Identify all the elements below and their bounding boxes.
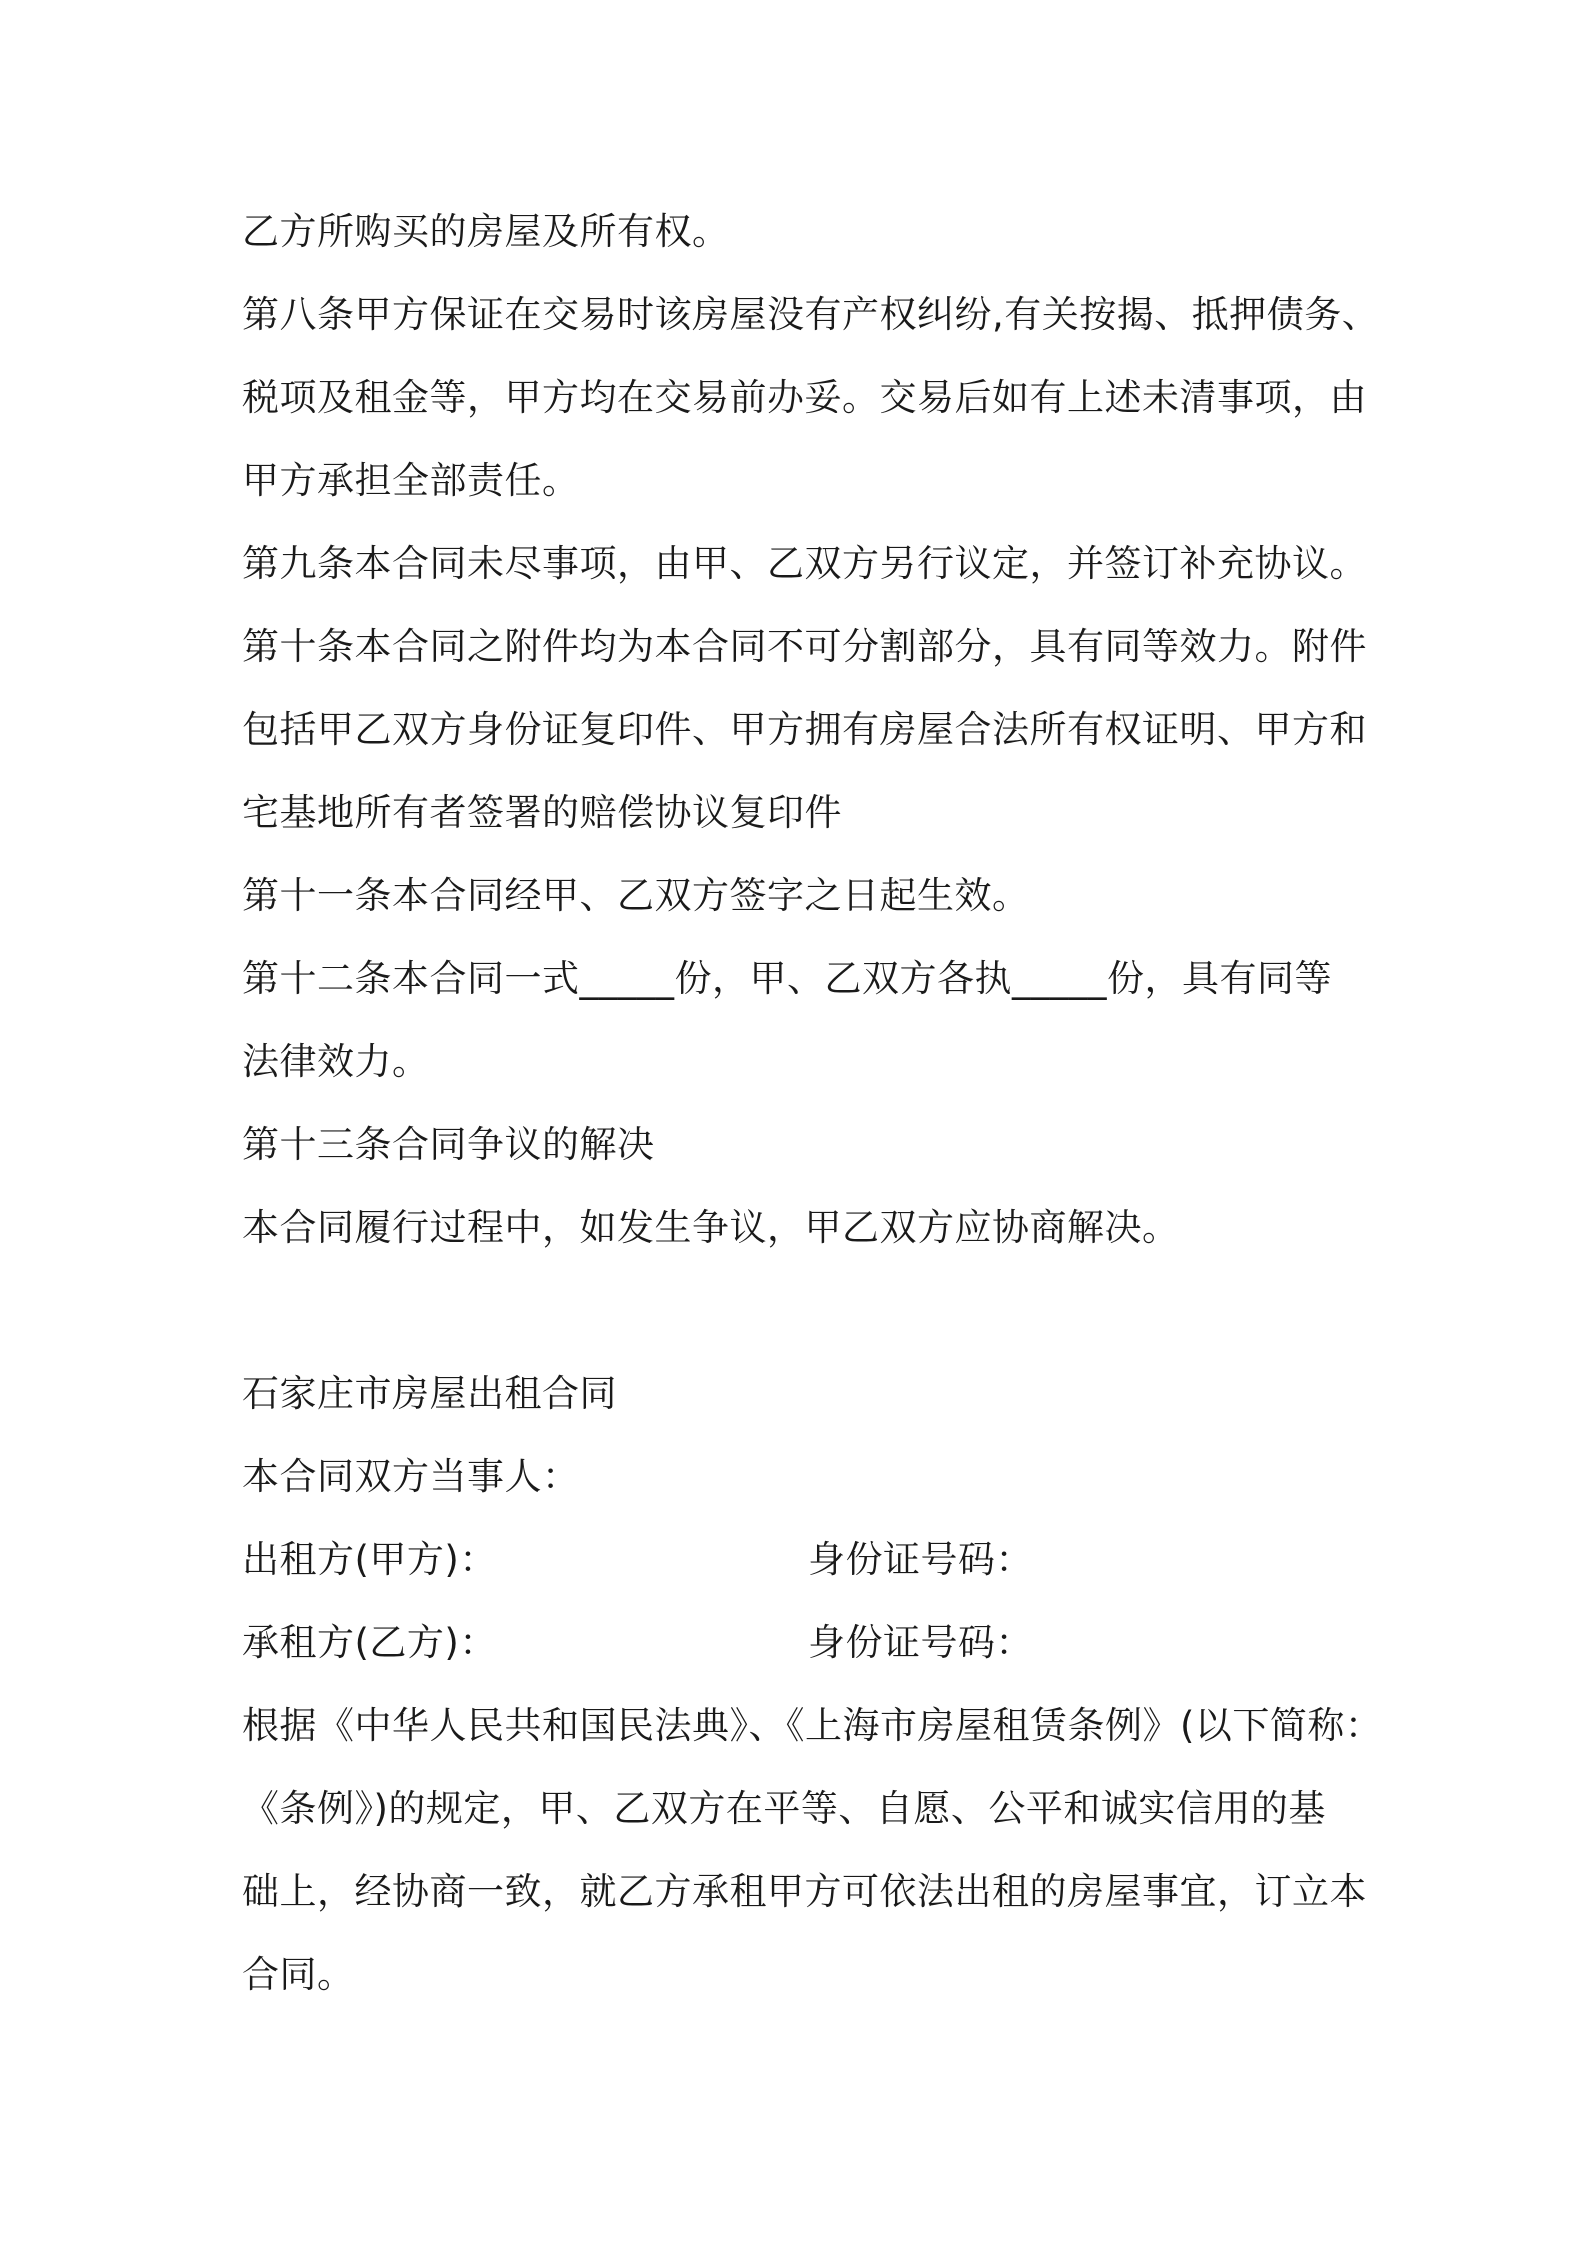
text-line: 第十三条合同争议的解决 (242, 1123, 655, 1166)
lessor-id-label: 身份证号码： (808, 1538, 1033, 1581)
text-line: 法律效力。 (242, 1040, 430, 1083)
text-line: 甲方承担全部责任。 (242, 459, 580, 502)
lessee-label: 承租方(乙方)： (242, 1621, 497, 1664)
text-line: 包括甲乙双方身份证复印件、甲方拥有房屋合法所有权证明、甲方和 (242, 708, 1367, 751)
basis-line: 合同。 (242, 1953, 355, 1996)
basis-line: 《条例》)的规定，甲、乙双方在平等、自愿、公平和诚实信用的基 (242, 1787, 1326, 1830)
text-line: 第九条本合同未尽事项，由甲、乙双方另行议定，并签订补充协议。 (242, 542, 1367, 585)
text-line: 本合同履行过程中，如发生争议，甲乙双方应协商解决。 (242, 1206, 1180, 1249)
text-line: 第十二条本合同一式_____份，甲、乙双方各执_____份，具有同等 (242, 957, 1332, 1000)
text-line: 乙方所购买的房屋及所有权。 (242, 210, 730, 253)
text-line: 第十条本合同之附件均为本合同不可分割部分，具有同等效力。附件 (242, 625, 1367, 668)
lessor-label: 出租方(甲方)： (242, 1538, 497, 1581)
text-line: 第十一条本合同经甲、乙双方签字之日起生效。 (242, 874, 1030, 917)
parties-heading: 本合同双方当事人： (242, 1455, 580, 1498)
text-line: 宅基地所有者签署的赔偿协议复印件 (242, 791, 842, 834)
text-line: 第八条甲方保证在交易时该房屋没有产权纠纷,有关按揭、抵押债务、 (242, 293, 1380, 336)
text-line: 税项及租金等，甲方均在交易前办妥。交易后如有上述未清事项，由 (242, 376, 1367, 419)
lessee-id-label: 身份证号码： (808, 1621, 1033, 1664)
basis-line: 础上，经协商一致，就乙方承租甲方可依法出租的房屋事宜，订立本 (242, 1870, 1367, 1913)
lessee-row (242, 1619, 1362, 1667)
basis-line: 根据《中华人民共和国民法典》、《上海市房屋租赁条例》(以下简称： (242, 1704, 1383, 1747)
contract-title: 石家庄市房屋出租合同 (242, 1372, 617, 1415)
lessor-row (242, 1536, 1362, 1584)
